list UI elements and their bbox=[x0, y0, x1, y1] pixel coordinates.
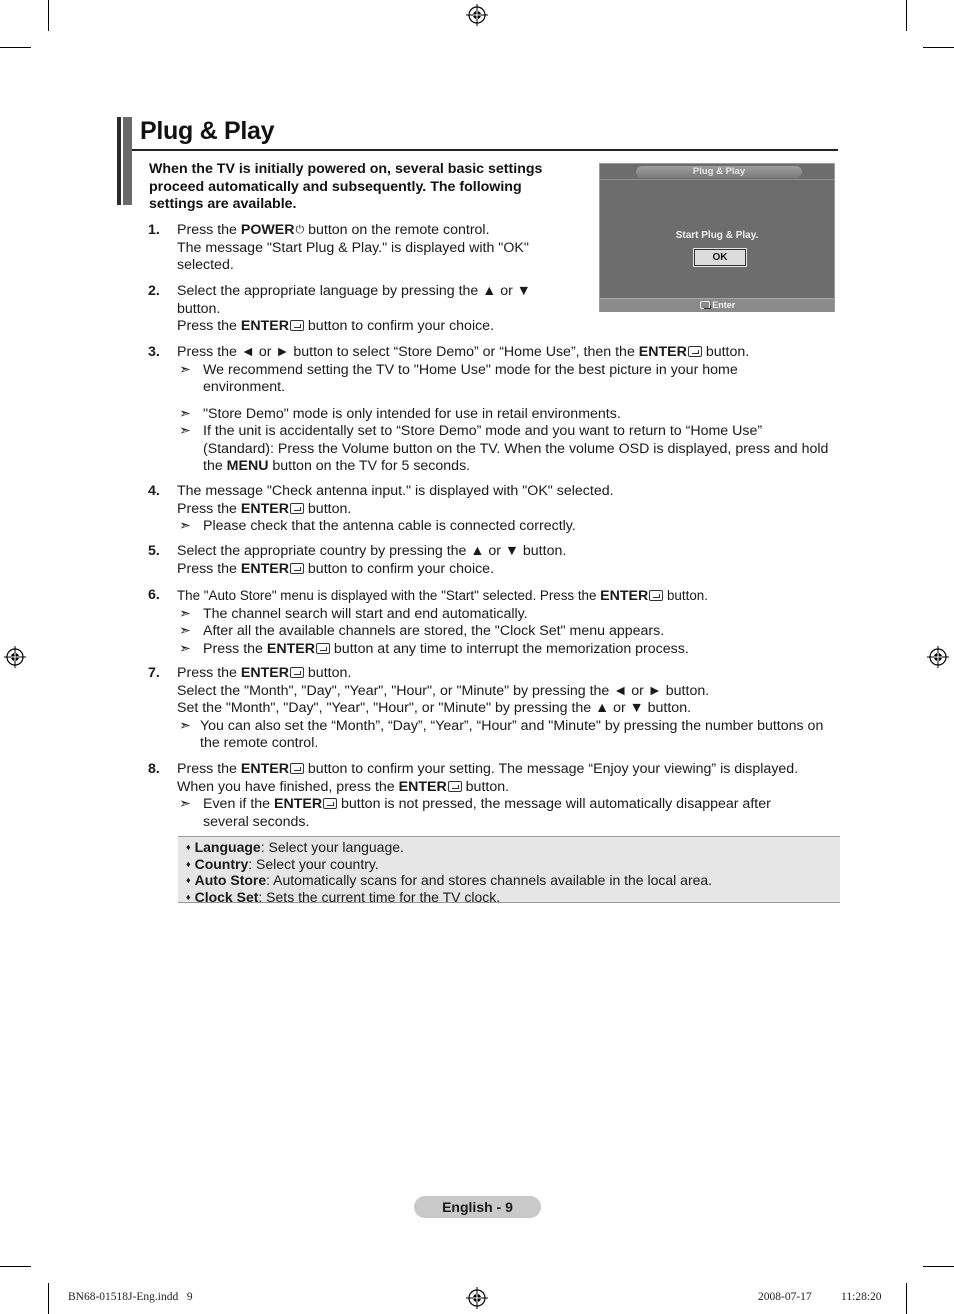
note-arrow-icon: ➣ bbox=[179, 796, 191, 812]
note bbox=[177, 796, 803, 831]
note bbox=[177, 406, 837, 424]
note-text: Press the bbox=[203, 640, 267, 657]
crop-mark bbox=[0, 47, 31, 48]
note-arrow-icon: ➣ bbox=[179, 405, 191, 422]
note-arrow-icon: ➣ bbox=[179, 518, 191, 534]
crop-mark bbox=[906, 1283, 907, 1314]
page-number-badge: English - 9 bbox=[414, 1196, 541, 1218]
step-text: button. bbox=[177, 300, 221, 317]
registration-mark-icon bbox=[466, 1287, 488, 1309]
note-arrow-icon: ➣ bbox=[179, 423, 191, 439]
note-text: "Store Demo" mode is only intended for use in retail environments. bbox=[203, 405, 621, 422]
enter-label: ENTER bbox=[240, 318, 289, 334]
step-text: Press the bbox=[177, 761, 241, 777]
note bbox=[177, 718, 840, 753]
summary-desc: : Automatically scans for and stores channels available in the local area. bbox=[266, 872, 713, 888]
note-arrow-icon: ➣ bbox=[179, 640, 191, 657]
step-text: The message "Check antenna input." is displayed with "OK" selected. bbox=[177, 483, 614, 499]
osd-message: Start Plug & Play. bbox=[675, 230, 759, 241]
enter-label: ENTER bbox=[600, 588, 649, 604]
note-arrow-icon: ➣ bbox=[179, 623, 191, 639]
note bbox=[177, 623, 837, 641]
step-text: When you have finished, press the bbox=[177, 778, 399, 795]
summary-item bbox=[186, 856, 840, 873]
enter-label: ENTER bbox=[240, 500, 289, 517]
note-text: You can also set the “Month”, “Day”, “Year”, “Hour” and "Minute" by pressing the number buttons on the remote control. bbox=[200, 717, 824, 751]
enter-icon bbox=[290, 503, 304, 514]
enter-icon bbox=[323, 798, 337, 809]
summary-term: Country bbox=[194, 855, 249, 872]
footer-file-info: BN68-01518J-Eng.indd 9 bbox=[68, 1291, 193, 1303]
note-text: We recommend setting the TV to "Home Use" mode for the best picture in your home environment. bbox=[203, 361, 738, 395]
enter-icon bbox=[290, 563, 304, 574]
crop-mark bbox=[923, 1266, 954, 1267]
crop-mark bbox=[906, 0, 907, 31]
step-text: button to confirm your setting. The message “Enjoy your viewing” is displayed. bbox=[303, 761, 799, 777]
diamond-bullet-icon: ♦ bbox=[186, 875, 191, 885]
step-text: Press the bbox=[177, 560, 241, 577]
title-accent-bar bbox=[117, 117, 132, 205]
enter-icon bbox=[316, 643, 330, 654]
step-text: Press the bbox=[177, 665, 241, 681]
intro-text: When the TV is initially powered on, several basic settings proceed automatically and subsequently. The following settings are available. bbox=[149, 161, 543, 213]
enter-label: ENTER bbox=[240, 560, 289, 577]
step-text: Press the bbox=[177, 318, 241, 334]
footer-timestamp: 2008-07-17 ￿￿ 11:28:20 bbox=[758, 1291, 882, 1303]
osd-header: Plug & Play bbox=[636, 166, 802, 178]
osd-ok-button[interactable]: OK bbox=[694, 249, 746, 266]
note-text: If the unit is accidentally set to “Store Demo” mode and you want to return to “Home Use” (Standard): Press the Volume button on the TV. When the volume OSD is displayed, press and hold the bbox=[203, 423, 829, 474]
step-text: The message "Start Plug & Play." is displayed with "OK" bbox=[177, 239, 529, 256]
diamond-bullet-icon: ♦ bbox=[186, 891, 191, 902]
enter-icon bbox=[290, 763, 304, 774]
enter-icon bbox=[290, 667, 304, 678]
note-text: button at any time to interrupt the memorization process. bbox=[329, 640, 689, 657]
step-number: 3. bbox=[148, 344, 160, 360]
step-text: Select the appropriate country by pressing the ▲ or ▼ button. bbox=[177, 543, 567, 559]
step-text: The "Auto Store" menu is displayed with the "Start" selected. Press the bbox=[177, 588, 601, 603]
enter-label: ENTER bbox=[398, 778, 447, 795]
note-text: button is not pressed, the message will automatically disappear after several seconds. bbox=[203, 796, 771, 830]
step-number: 4. bbox=[148, 483, 160, 499]
diamond-bullet-icon: ♦ bbox=[186, 858, 191, 869]
title-rule bbox=[132, 149, 838, 151]
summary-term: Clock Set bbox=[194, 888, 259, 905]
step-text: button to confirm your choice. bbox=[303, 318, 495, 334]
step-text: button. bbox=[461, 778, 510, 795]
crop-mark bbox=[48, 0, 49, 31]
summary-desc: : Select your language. bbox=[260, 839, 404, 855]
step-number: 1. bbox=[148, 222, 160, 238]
step-number: 7. bbox=[148, 665, 160, 681]
step-text: button on the remote control. bbox=[304, 222, 490, 238]
crop-mark bbox=[48, 1283, 49, 1314]
enter-label: ENTER bbox=[273, 796, 323, 812]
note-text: Please check that the antenna cable is connected correctly. bbox=[203, 518, 576, 534]
step-text: Select the "Month", "Day", "Year", "Hour", or "Minute" by pressing the ◄ or ► button. bbox=[177, 682, 710, 699]
note-arrow-icon: ➣ bbox=[179, 717, 191, 734]
step-text: Press the bbox=[177, 222, 241, 238]
note-text: The channel search will start and end automatically. bbox=[203, 605, 528, 622]
step-text: Select the appropriate language by pressing the ▲ or ▼ bbox=[177, 283, 531, 299]
summary-item bbox=[186, 889, 840, 906]
registration-mark-icon bbox=[466, 4, 488, 26]
enter-label: ENTER bbox=[266, 640, 315, 657]
osd-footer-label: Enter bbox=[712, 300, 736, 310]
enter-icon bbox=[448, 781, 462, 792]
step-text: Press the ◄ or ► button to select “Store Demo” or “Home Use”, then the bbox=[177, 344, 639, 360]
registration-mark-icon bbox=[927, 646, 949, 668]
summary-desc: : Select your country. bbox=[248, 855, 379, 872]
menu-label: MENU bbox=[226, 458, 269, 474]
note bbox=[177, 606, 837, 624]
step-text: Set the "Month", "Day", "Year", "Hour", or "Minute" by pressing the ▲ or ▼ button. bbox=[177, 700, 692, 716]
note-arrow-icon: ➣ bbox=[179, 361, 191, 378]
note-text: After all the available channels are stored, the "Clock Set" menu appears. bbox=[203, 623, 665, 639]
note-text: button on the TV for 5 seconds. bbox=[268, 458, 471, 474]
note bbox=[177, 362, 773, 397]
crop-mark bbox=[0, 1266, 31, 1267]
crop-mark bbox=[923, 47, 954, 48]
power-label: POWER bbox=[240, 222, 295, 238]
power-icon: ⏻ bbox=[295, 224, 305, 236]
step-text: button. bbox=[303, 665, 352, 681]
summary-term: Auto Store bbox=[194, 872, 267, 888]
enter-label: ENTER bbox=[638, 344, 687, 360]
step-text: button. bbox=[663, 588, 708, 603]
summary-item bbox=[186, 839, 840, 856]
note-text: Even if the bbox=[203, 796, 274, 812]
summary-term: Language bbox=[194, 839, 261, 855]
summary-item bbox=[186, 872, 840, 889]
note-arrow-icon: ➣ bbox=[179, 605, 191, 622]
step-text: button to confirm your choice. bbox=[303, 560, 495, 577]
step-text: button. bbox=[701, 344, 750, 360]
enter-label: ENTER bbox=[240, 761, 289, 777]
settings-summary-box bbox=[178, 836, 840, 903]
step-number: 8. bbox=[148, 761, 160, 777]
note bbox=[177, 423, 829, 476]
step-text: selected. bbox=[177, 257, 234, 273]
enter-icon bbox=[688, 346, 702, 357]
enter-icon bbox=[290, 320, 304, 331]
step-text: button. bbox=[303, 500, 352, 517]
diamond-bullet-icon: ♦ bbox=[186, 842, 191, 852]
step-number: 6. bbox=[148, 587, 160, 603]
note bbox=[177, 518, 837, 536]
registration-mark-icon bbox=[4, 646, 26, 668]
step-text: Press the bbox=[177, 500, 241, 517]
note bbox=[177, 641, 837, 659]
enter-label: ENTER bbox=[240, 665, 289, 681]
step-number: 2. bbox=[148, 283, 160, 299]
osd-divider bbox=[600, 179, 834, 180]
page-title: Plug & Play bbox=[140, 117, 275, 145]
enter-icon bbox=[649, 590, 663, 601]
summary-desc: : Sets the current time for the TV clock. bbox=[258, 888, 501, 905]
step-number: 5. bbox=[148, 543, 160, 559]
